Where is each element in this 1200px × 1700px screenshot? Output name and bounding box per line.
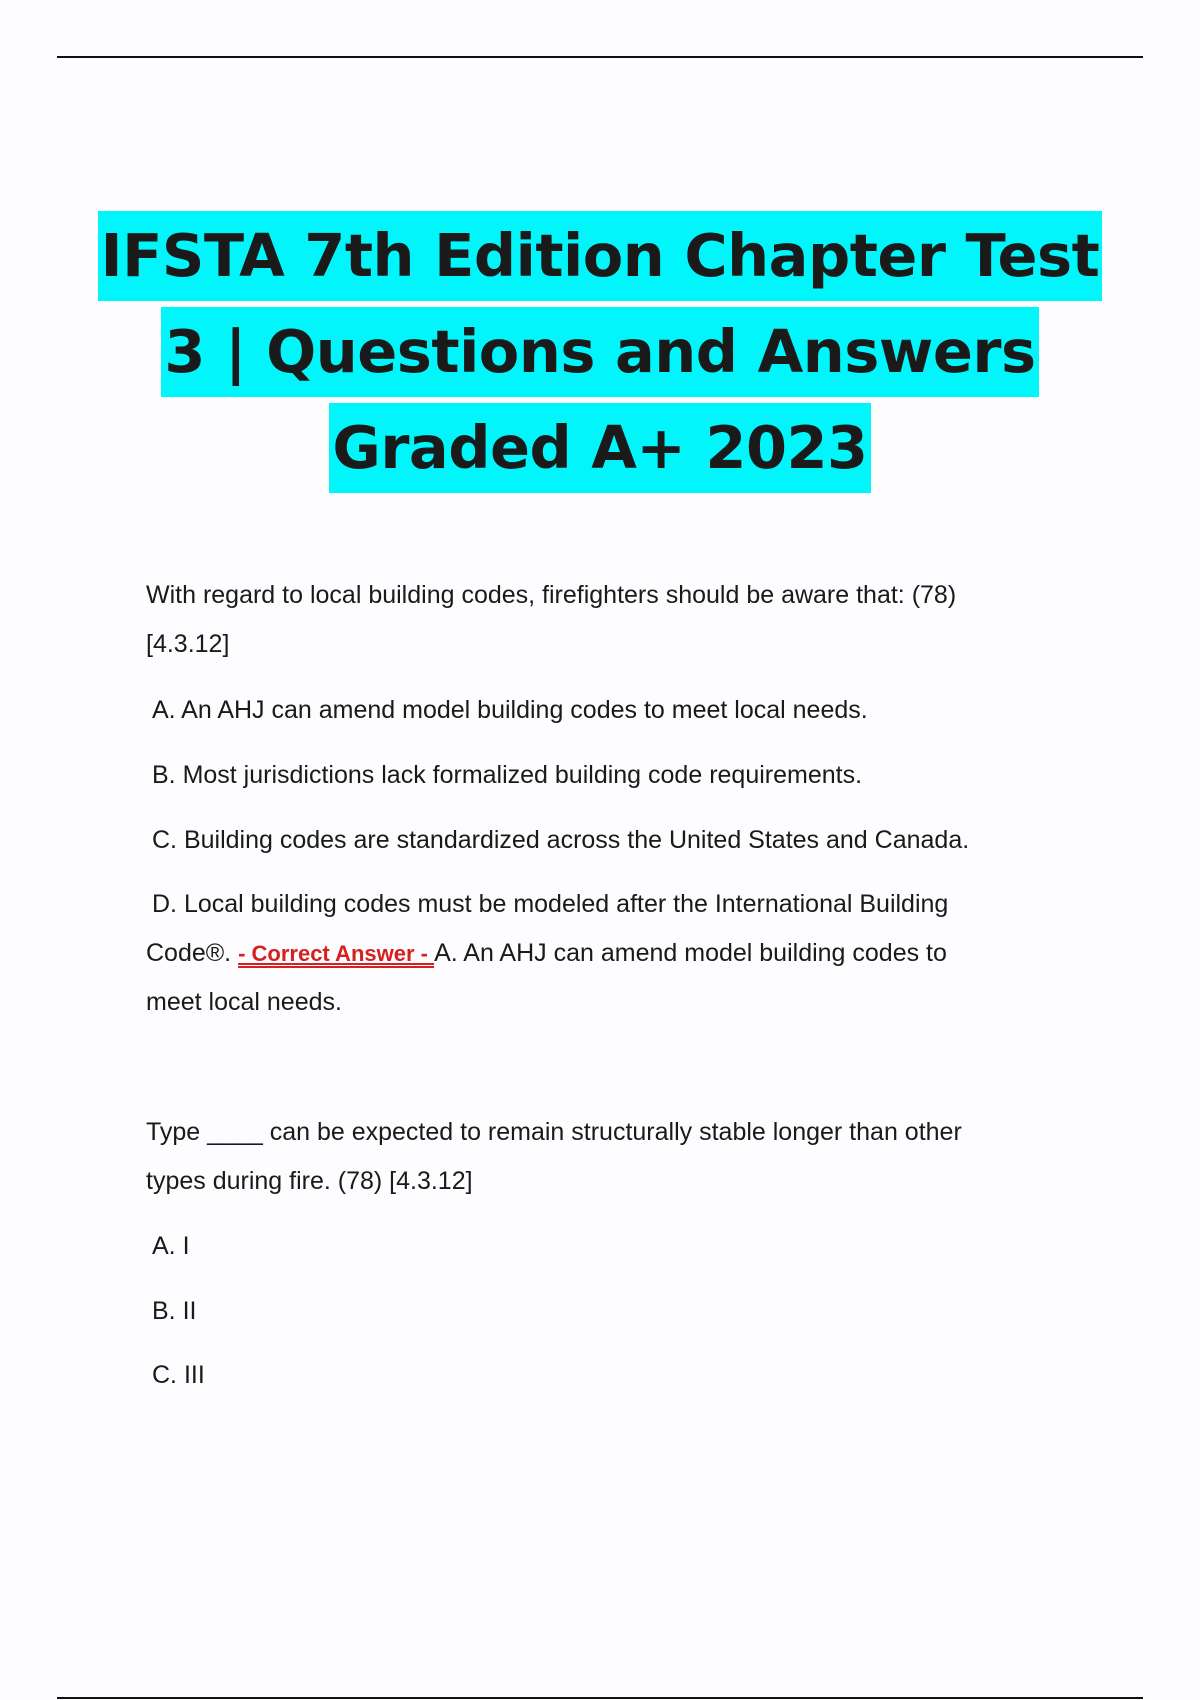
bottom-rule [57,1697,1143,1699]
question-2-stem-line-1: Type ____ can be expected to remain structurally stable longer than other [146,1118,962,1146]
document-title [0,208,1200,496]
question-2-option-b: B. II [152,1297,197,1325]
title-line-1: IFSTA 7th Edition Chapter Test [98,211,1103,301]
correct-answer-label: - Correct Answer - [238,941,435,966]
title-line-2: 3 | Questions and Answers [161,307,1038,397]
question-1-stem-line-2: [4.3.12] [146,630,230,658]
question-1-option-d: D. Local building codes must be modeled after the International Building [152,890,949,918]
option-d-continuation: Code®. [146,939,239,967]
title-line-3: Graded A+ 2023 [329,403,870,493]
question-1-option-b: B. Most jurisdictions lack formalized building code requirements. [152,761,863,789]
question-1-answer-line [146,929,1096,978]
question-2-stem-line-2: types during fire. (78) [4.3.12] [146,1167,473,1195]
correct-answer-text: A. An AHJ can amend model building codes to [434,939,947,967]
question-1-stem-line-1: With regard to local building codes, firefighters should be aware that: (78) [146,581,957,609]
correct-answer-text-continued: meet local needs. [146,988,342,1016]
question-2-option-a: A. I [152,1232,190,1260]
question-1-option-a: A. An AHJ can amend model building codes to meet local needs. [152,696,868,724]
question-1-option-c: C. Building codes are standardized across the United States and Canada. [152,826,970,854]
question-2-option-c: C. III [152,1361,205,1389]
top-rule [57,56,1143,58]
